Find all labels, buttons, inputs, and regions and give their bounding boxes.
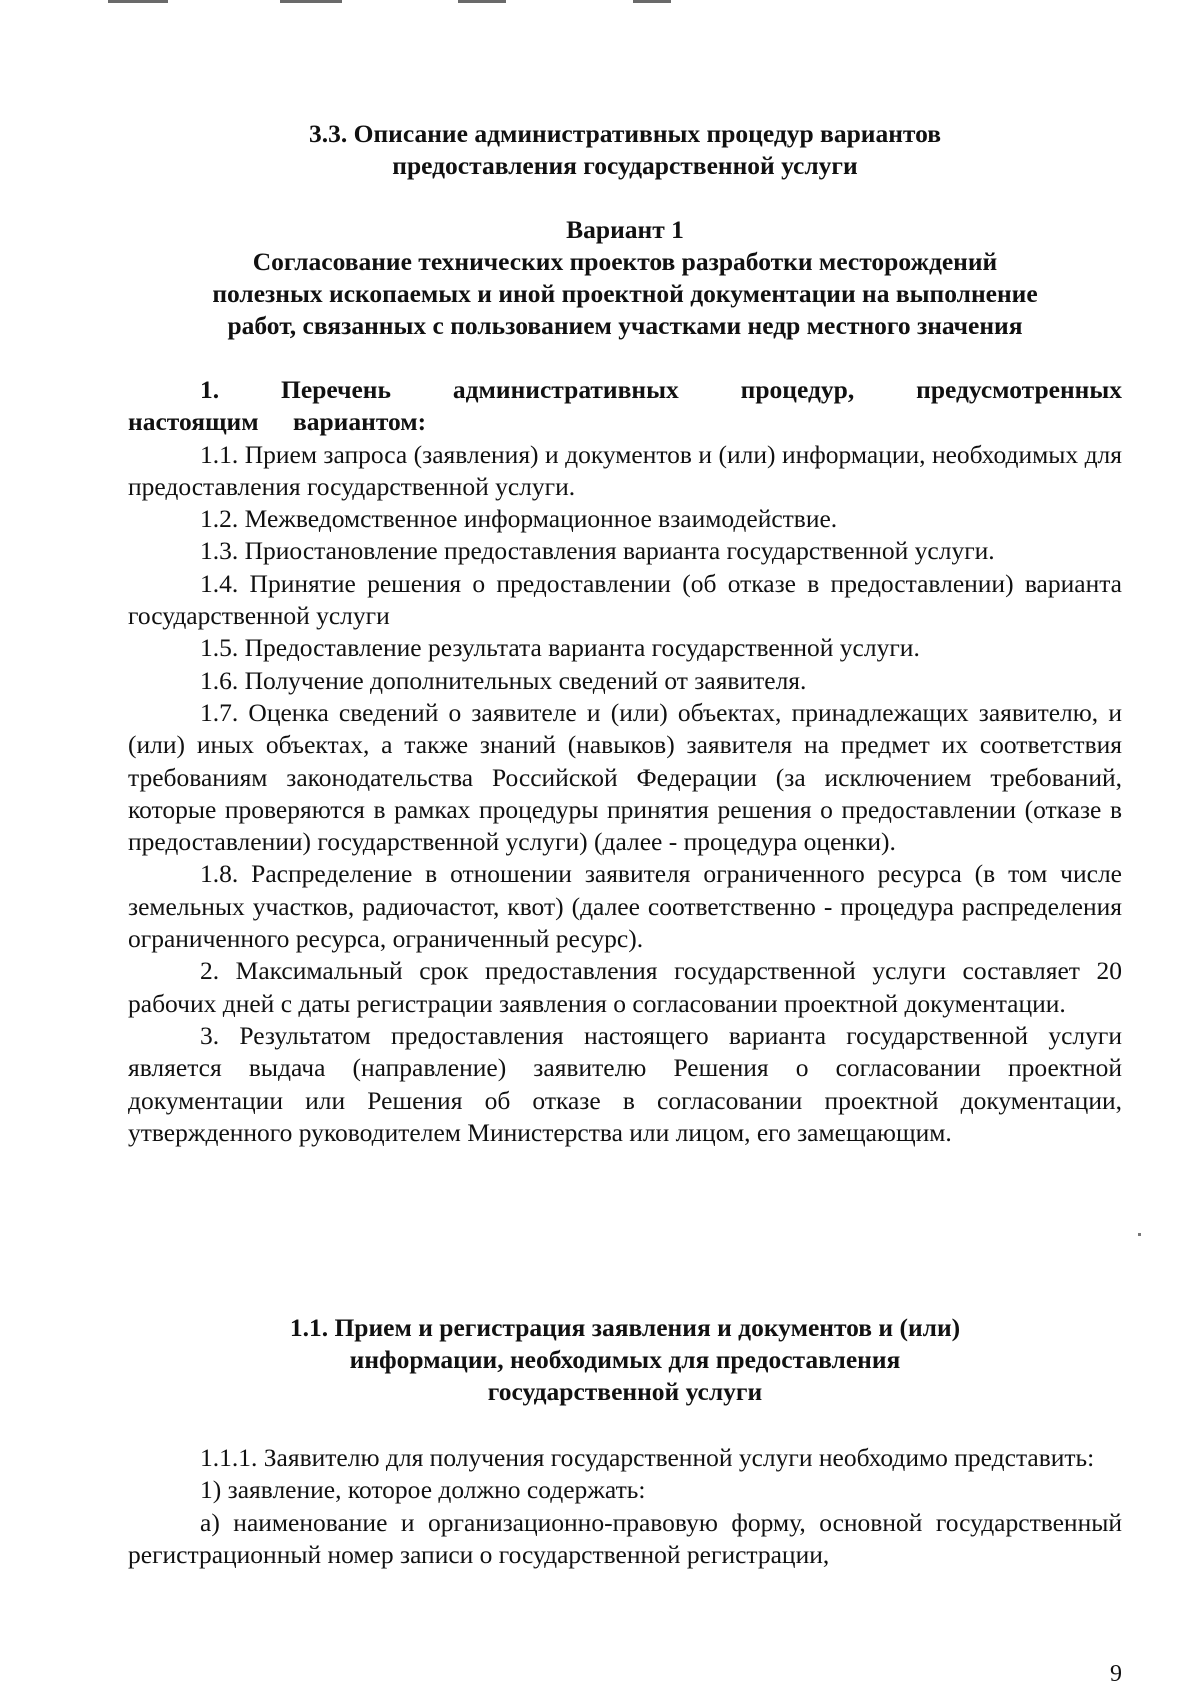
paragraph: 1) заявление, которое должно содержать:	[200, 1475, 646, 1505]
page-number: 9	[1110, 1661, 1122, 1687]
paragraph: 1. Перечень административных процедур, предусмотренных настоящим вариантом:	[128, 375, 1122, 437]
scan-speck	[1138, 1233, 1141, 1236]
paragraph: 1.4. Принятие решения о предоставлении (об отказе в предоставлении) варианта государственной услуги	[128, 568, 1122, 631]
variant-heading-line: полезных ископаемых и иной проектной документации на выполнение	[212, 279, 1038, 308]
subsection-heading	[128, 1312, 1122, 1408]
section-heading	[128, 118, 1122, 182]
paragraph: 2. Максимальный срок предоставления государственной услуги составляет 20 рабочих дней с даты регистрации заявления о согласовании проектной документации.	[128, 956, 1122, 1018]
paragraph: 1.1.1. Заявителю для получения государственной услуги необходимо представить:	[200, 1443, 1095, 1472]
variant-heading	[128, 214, 1122, 342]
variant-heading-line: работ, связанных с пользованием участками недр местного значения	[227, 311, 1023, 340]
submission-requirements	[128, 1442, 1122, 1571]
paragraph: 1.7. Оценка сведений о заявителе и (или) объектах, принадлежащих заявителю, и (или) иных объектах, а также знаний (навыков) заявителя на предмет их соответствия требованиям законодательства Российской Федерации (за исключением требований, которые проверяются в рамках процедуры принятия решения о предоставлении (отказе в предоставлении) государственной услуги) (далее - процедура оценки).	[128, 697, 1122, 857]
paragraph: 1.3. Приостановление предоставления варианта государственной услуги.	[200, 536, 995, 566]
paragraph: а) наименование и организационно-правовую форму, основной государственный регистрационный номер записи о государственной регистрации,	[128, 1507, 1122, 1569]
subsection-heading-line: информации, необходимых для предоставления	[349, 1345, 901, 1374]
subsection-heading-line: государственной услуги	[487, 1377, 763, 1406]
procedure-list	[128, 374, 1122, 1149]
paragraph: 3. Результатом предоставления настоящего варианта государственной услуги является выдача (направление) заявителю Решения о согласовании проектной документации или Решения об отказе в согласовании проектной документации, утвержденного руководителем Министерства или лицом, его замещающим.	[128, 1020, 1122, 1147]
scan-edge-marks	[128, 0, 1122, 6]
variant-heading-line: Вариант 1	[566, 215, 684, 244]
subsection-heading-line: 1.1. Прием и регистрация заявления и документов и (или)	[289, 1313, 961, 1342]
variant-heading-line: Согласование технических проектов разработки месторождений	[252, 247, 998, 276]
paragraph: 1.1. Прием запроса (заявления) и документов и (или) информации, необходимых для предоставления государственной услуги.	[128, 439, 1122, 501]
paragraph: 1.5. Предоставление результата варианта государственной услуги.	[200, 633, 920, 663]
section-heading-line: предоставления государственной услуги	[392, 151, 858, 180]
paragraph: 1.2. Межведомственное информационное взаимодействие.	[200, 504, 838, 534]
section-heading-line: 3.3. Описание административных процедур вариантов	[309, 119, 941, 148]
paragraph: 1.6. Получение дополнительных сведений от заявителя.	[200, 665, 807, 695]
paragraph: 1.8. Распределение в отношении заявителя ограниченного ресурса (в том числе земельных участков, радиочастот, квот) (далее соответственно - процедура распределения ограниченного ресурса, ограниченный ресурс).	[128, 859, 1122, 954]
document-page	[128, 0, 1122, 1703]
